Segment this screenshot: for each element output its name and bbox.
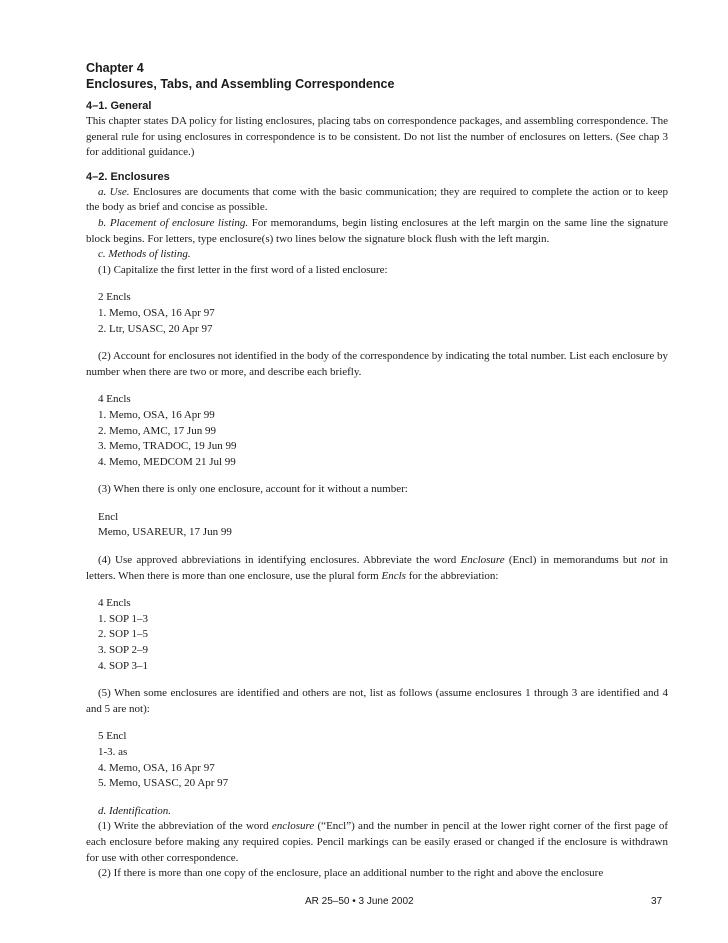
para-c5: (5) When some enclosures are identified and others are not, list as follows (assume enclosures 1 through 3 are identified and 4 and 5 are not):: [86, 687, 668, 715]
example-list-4: [86, 596, 668, 674]
example-line: 2. Memo, AMC, 17 Jun 99: [98, 424, 216, 437]
para-b: [86, 216, 668, 247]
para-c-label: c. Methods of listing.: [98, 248, 191, 261]
para-a-text: Enclosures are documents that come with the basic communication; they are required to complete the action or to keep the body as brief and concise as possible.: [86, 185, 668, 214]
c4-text-d: for the abbreviation:: [405, 569, 499, 582]
example-line: 4. Memo, MEDCOM 21 Jul 99: [98, 455, 236, 468]
d1-text-b: (“Encl”) and the number in pencil at the lower right corner of the first page of each enclosure before making any required copies. Pencil markings can be easily erased or changed if the enclosure is withdrawn for use with other correspondence.: [86, 820, 668, 864]
example-line: 1. Memo, OSA, 16 Apr 99: [98, 408, 215, 421]
d1-term-enclosure: enclosure: [271, 820, 315, 833]
document-page: [86, 60, 668, 882]
example-line: Encl: [98, 510, 119, 523]
page-number: 37: [651, 896, 663, 907]
example-line: 1. Memo, OSA, 16 Apr 97: [98, 306, 215, 319]
example-line: 2 Encls: [98, 291, 131, 304]
section-heading-4-2: 4–2. Enclosures: [86, 170, 170, 183]
para-a: [86, 185, 668, 216]
para-c3: (3) When there is only one enclosure, account for it without a number:: [98, 483, 408, 496]
section-4-1-body: This chapter states DA policy for listing enclosures, placing tabs on correspondence packages, and assembling correspondence. The general rule for using enclosures in correspondence is to be consistent. Do not list the number of enclosures on letters. (See chap 3 for additional guidance.): [86, 115, 668, 159]
example-line: 4. Memo, OSA, 16 Apr 97: [98, 761, 215, 774]
example-line: Memo, USAREUR, 17 Jun 99: [98, 526, 232, 539]
c4-text-a: (4) Use approved abbreviations in identifying enclosures. Abbreviate the word: [98, 554, 461, 567]
para-d-label: d. Identification.: [98, 804, 172, 817]
example-list-2: [86, 392, 668, 470]
c4-term-encls: Encls: [381, 569, 406, 582]
example-line: 5 Encl: [98, 730, 127, 743]
example-line: 1-3. as: [98, 746, 128, 758]
chapter-number: Chapter 4: [86, 61, 144, 75]
para-c1: (1) Capitalize the first letter in the first word of a listed enclosure:: [98, 263, 388, 276]
d1-text-a: (1) Write the abbreviation of the word: [98, 820, 272, 833]
para-b-text: For memorandums, begin listing enclosures at the left margin on the same line the signature block begins. For letters, type enclosure(s) two lines below the signature block flush with the left margin.: [86, 216, 669, 245]
example-line: 2. SOP 1–5: [98, 628, 149, 641]
para-c4: [86, 553, 668, 584]
example-line: 4 Encls: [98, 393, 131, 406]
example-line: 3. Memo, TRADOC, 19 Jun 99: [98, 440, 237, 453]
para-a-label: a. Use.: [98, 185, 130, 198]
chapter-title: Enclosures, Tabs, and Assembling Correspondence: [86, 77, 395, 91]
para-c2: (2) Account for enclosures not identified in the body of the correspondence by indicating the total number. List each enclosure by number when there are two or more, and describe each briefly.: [86, 350, 668, 378]
c4-term-not: not: [641, 554, 656, 567]
para-d1: [86, 819, 668, 866]
footer-document-id: AR 25–50 • 3 June 2002: [305, 896, 414, 907]
para-c: [86, 247, 668, 263]
example-line: 5. Memo, USASC, 20 Apr 97: [98, 777, 229, 790]
example-line: 2. Ltr, USASC, 20 Apr 97: [98, 322, 213, 335]
para-b-label: b. Placement of enclosure listing.: [98, 216, 249, 229]
example-line: 3. SOP 2–9: [98, 644, 149, 657]
example-list-1: [86, 290, 668, 337]
para-d: [86, 804, 668, 820]
c4-term-enclosure: Enclosure: [460, 554, 505, 567]
para-d2: (2) If there is more than one copy of the enclosure, place an additional number to the right and above the enclosure: [98, 867, 604, 880]
example-line: 4. SOP 3–1: [98, 659, 149, 672]
section-heading-4-1: 4–1. General: [86, 100, 152, 112]
example-list-5: [86, 729, 668, 791]
c4-text-b: (Encl) in memorandums but: [504, 554, 642, 567]
example-list-3: [86, 510, 668, 541]
c4-text-c: in letters. When there is more than one enclosure, use the plural form: [86, 554, 668, 582]
example-line: 4 Encls: [98, 597, 131, 610]
example-line: 1. SOP 1–3: [98, 612, 149, 625]
